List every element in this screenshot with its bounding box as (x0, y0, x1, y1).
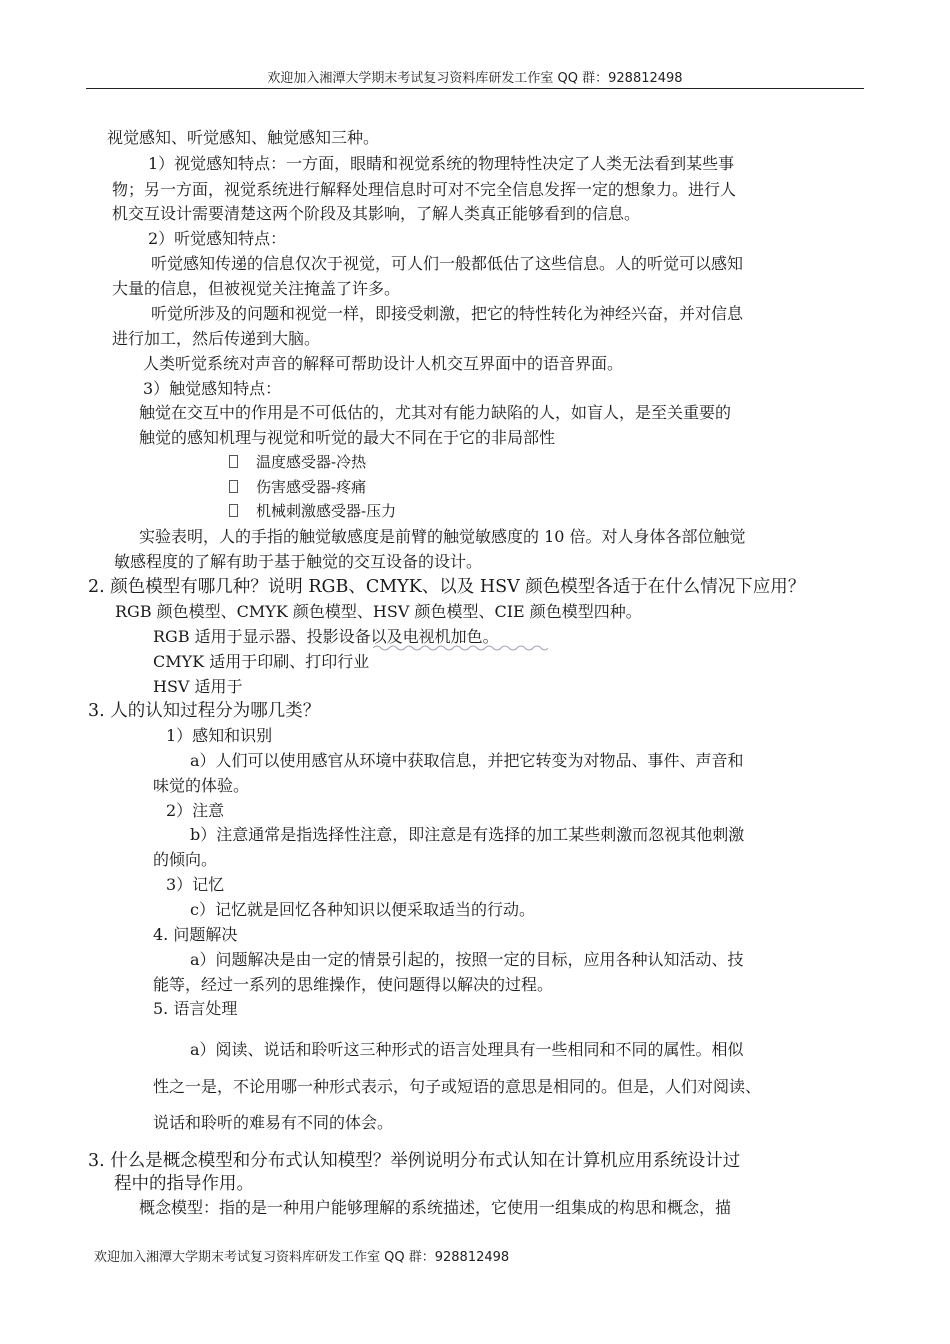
text-line: 进行加工，然后传递到大脑。 (112, 329, 321, 348)
question-heading: 3. 人的认知过程分为哪几类？ (88, 701, 321, 721)
text-line: 的倾向。 (153, 850, 218, 869)
page-header: 欢迎加入湘潭大学期末考试复习资料库研发工作室 QQ 群：928812498 (267, 71, 683, 86)
text-line: 1）感知和识别 (166, 726, 273, 745)
text-line: a）问题解决是由一定的情景引起的，按照一定的目标，应用各种认知活动、技 (190, 950, 744, 969)
header-rule (86, 88, 864, 89)
text-line: 说话和聆听的难易有不同的体会。 (153, 1113, 394, 1132)
spellcheck-underline (373, 644, 548, 652)
text-line: RGB 颜色模型、CMYK 颜色模型、HSV 颜色模型、CIE 颜色模型四种。 (115, 602, 642, 621)
list-item: 机械刺激感受器-压力 (229, 501, 396, 521)
text-line: 3）触觉感知特点： (143, 379, 282, 398)
text-line: 敏感程度的了解有助于基于触觉的交互设备的设计。 (114, 552, 483, 571)
question-heading: 程中的指导作用。 (114, 1174, 254, 1194)
text-line: 3）记忆 (166, 875, 225, 894)
text-line: 触觉的感知机理与视觉和听觉的最大不同在于它的非局部性 (139, 428, 556, 447)
text-line: 听觉所涉及的问题和视觉一样，即接受刺激，把它的特性转化为神经兴奋，并对信息 (151, 304, 744, 323)
question-heading: 3. 什么是概念模型和分布式认知模型？举例说明分布式认知在计算机应用系统设计过 (88, 1151, 741, 1171)
text-line: 听觉感知传递的信息仅次于视觉，可人们一般都低估了这些信息。人的听觉可以感知 (151, 254, 744, 273)
text-line: 物；另一方面，视觉系统进行解释处理信息时可对不完全信息发挥一定的想象力。进行人 (112, 180, 737, 199)
text-line: 性之一是，不论用哪一种形式表示，句子或短语的意思是相同的。但是，人们对阅读、 (153, 1077, 762, 1096)
list-item: 温度感受器-冷热 (229, 452, 366, 472)
text-line: 概念模型：指的是一种用户能够理解的系统描述，它使用一组集成的构思和概念，描 (139, 1198, 732, 1217)
text-line: HSV 适用于 (153, 677, 243, 696)
text-line: CMYK 适用于印刷、打印行业 (153, 652, 370, 671)
text-line: 味觉的体验。 (153, 776, 250, 795)
text-line: 视觉感知、听觉感知、触觉感知三种。 (107, 128, 380, 147)
text-line: RGB 适用于显示器、投影设备以及电视机加色。 (153, 627, 499, 646)
text-line: a）人们可以使用感官从环境中获取信息，并把它转变为对物品、事件、声音和 (190, 751, 744, 770)
text-line: 触觉在交互中的作用是不可低估的，尤其对有能力缺陷的人，如盲人，是至关重要的 (139, 403, 732, 422)
text-line: b）注意通常是指选择性注意，即注意是有选择的加工某些刺激而忽视其他刺激 (190, 825, 745, 844)
bullet-box-icon (229, 455, 238, 468)
text-line: 人类听觉系统对声音的解释可帮助设计人机交互界面中的语音界面。 (143, 354, 624, 373)
text-line: 2）听觉感知特点： (148, 229, 287, 248)
text-line: 实验表明，人的手指的触觉敏感度是前臂的触觉敏感度的 10 倍。对人身体各部位触觉 (139, 527, 746, 546)
page-footer: 欢迎加入湘潭大学期末考试复习资料库研发工作室 QQ 群：928812498 (94, 1250, 510, 1265)
text-line: 能等，经过一系列的思维操作，使问题得以解决的过程。 (153, 975, 554, 994)
text-line: c）记忆就是回忆各种知识以便采取适当的行动。 (190, 900, 535, 919)
text-line: 1）视觉感知特点：一方面，眼睛和视觉系统的物理特性决定了人类无法看到某些事 (148, 154, 735, 173)
text-line: 机交互设计需要清楚这两个阶段及其影响，了解人类真正能够看到的信息。 (112, 204, 641, 223)
list-item: 伤害感受器-疼痛 (229, 477, 366, 497)
text-line: 4. 问题解决 (153, 925, 238, 944)
text-line: 2）注意 (166, 801, 225, 820)
bullet-box-icon (229, 480, 238, 493)
question-heading: 2. 颜色模型有哪几种？说明 RGB、CMYK、以及 HSV 颜色模型各适于在什么情况下应用？ (88, 577, 806, 597)
text-line: 5. 语言处理 (153, 999, 238, 1018)
text-line: 大量的信息，但被视觉关注掩盖了许多。 (112, 279, 401, 298)
text-line: a）阅读、说话和聆听这三种形式的语言处理具有一些相同和不同的属性。相似 (190, 1040, 744, 1059)
bullet-box-icon (229, 504, 238, 517)
